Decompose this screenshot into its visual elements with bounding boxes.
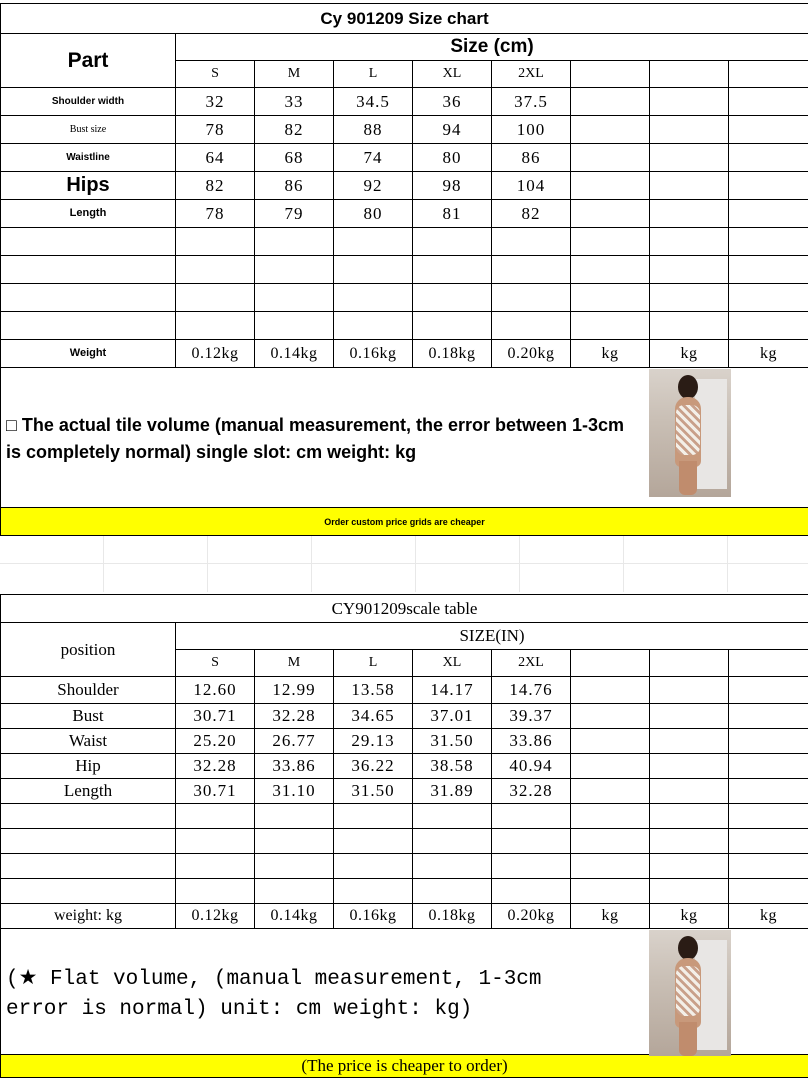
cell-value: 100: [492, 116, 571, 144]
size-2xl: 2XL: [492, 61, 571, 88]
cell-value: 82: [255, 116, 334, 144]
cell-value: 37.5: [492, 88, 571, 116]
empty-row: [1, 312, 808, 340]
cell-value: 32: [176, 88, 255, 116]
size-l: L: [334, 61, 413, 88]
size-m: M: [255, 650, 334, 677]
cell-value: 29.13: [334, 729, 413, 754]
cell-value: 33.86: [255, 754, 334, 779]
size-s: S: [176, 650, 255, 677]
table-row: [1, 704, 808, 729]
size-s: S: [176, 61, 255, 88]
row-label: Bust size: [1, 116, 176, 144]
measurement-note: [6, 965, 626, 1025]
empty-cell: [729, 61, 808, 88]
row-label: Bust: [1, 704, 176, 729]
weight-value: 0.14kg: [255, 340, 334, 368]
table-row: [1, 88, 808, 116]
empty-row: [1, 256, 808, 284]
order-banner: Order custom price grids are cheaper: [1, 508, 808, 536]
cell-value: 82: [492, 200, 571, 228]
row-label: Waist: [1, 729, 176, 754]
cell-value: 36.22: [334, 754, 413, 779]
cell-value: 31.50: [334, 779, 413, 804]
row-label: Shoulder: [1, 677, 176, 704]
product-photo: [649, 369, 731, 497]
weight-value: kg: [650, 340, 729, 368]
weight-value: 0.16kg: [334, 904, 413, 929]
cell-value: 78: [176, 116, 255, 144]
order-banner: (The price is cheaper to order): [1, 1055, 808, 1078]
product-photo: [649, 930, 731, 1056]
measurement-note: □ The actual tile volume (manual measurement, the error between 1-3cm is completely normal) single slot: cm weight: kg: [6, 415, 625, 462]
weight-value: kg: [650, 904, 729, 929]
cell-value: 30.71: [176, 704, 255, 729]
weight-value: kg: [571, 340, 650, 368]
table-row: [1, 729, 808, 754]
cell-value: 80: [413, 144, 492, 172]
chart-title: CY901209scale table: [1, 595, 808, 623]
cell-value: 25.20: [176, 729, 255, 754]
part-header: Part: [1, 34, 176, 88]
cell-value: 33.86: [492, 729, 571, 754]
cell-value: 31.10: [255, 779, 334, 804]
cell-value: 88: [334, 116, 413, 144]
cell-value: 32.28: [255, 704, 334, 729]
cell-value: 81: [413, 200, 492, 228]
cell-value: 92: [334, 172, 413, 200]
size-header: SIZE(IN): [176, 623, 808, 650]
weight-row: [1, 340, 808, 368]
cell-value: 98: [413, 172, 492, 200]
cell-value: 32.28: [492, 779, 571, 804]
cell-value: 12.60: [176, 677, 255, 704]
weight-value: kg: [729, 904, 808, 929]
cell-value: 14.76: [492, 677, 571, 704]
weight-value: 0.12kg: [176, 340, 255, 368]
cell-value: 74: [334, 144, 413, 172]
empty-row: [1, 879, 808, 904]
weight-value: 0.12kg: [176, 904, 255, 929]
cell-value: 30.71: [176, 779, 255, 804]
weight-value: 0.14kg: [255, 904, 334, 929]
size-xl: XL: [413, 650, 492, 677]
cell-value: 34.5: [334, 88, 413, 116]
empty-cell: [571, 61, 650, 88]
cell-value: 82: [176, 172, 255, 200]
cell-value: 31.50: [413, 729, 492, 754]
note-line: (★ Flat volume, (manual measurement, 1-3cm: [6, 968, 542, 991]
cell-value: 40.94: [492, 754, 571, 779]
size-xl: XL: [413, 61, 492, 88]
cell-value: 86: [255, 172, 334, 200]
size-m: M: [255, 61, 334, 88]
weight-value: 0.18kg: [413, 904, 492, 929]
cell-value: 64: [176, 144, 255, 172]
cell-value: 37.01: [413, 704, 492, 729]
cell-value: 14.17: [413, 677, 492, 704]
row-label: Waistline: [1, 144, 176, 172]
position-header: position: [1, 623, 176, 677]
cell-value: 80: [334, 200, 413, 228]
row-label: Hip: [1, 754, 176, 779]
weight-value: kg: [729, 340, 808, 368]
table-row: [1, 754, 808, 779]
row-label: Length: [1, 779, 176, 804]
cell-value: 94: [413, 116, 492, 144]
cell-value: 38.58: [413, 754, 492, 779]
weight-label: Weight: [1, 340, 176, 368]
cell-value: 39.37: [492, 704, 571, 729]
table-row: [1, 172, 808, 200]
cell-value: 104: [492, 172, 571, 200]
weight-value: 0.18kg: [413, 340, 492, 368]
cell-value: 34.65: [334, 704, 413, 729]
row-label: Length: [1, 200, 176, 228]
weight-value: 0.20kg: [492, 904, 571, 929]
cell-value: 79: [255, 200, 334, 228]
weight-value: kg: [571, 904, 650, 929]
weight-value: 0.20kg: [492, 340, 571, 368]
size-l: L: [334, 650, 413, 677]
cell-value: 86: [492, 144, 571, 172]
table-row: [1, 779, 808, 804]
empty-row: [1, 829, 808, 854]
empty-row: [1, 854, 808, 879]
table-row: [1, 677, 808, 704]
table-row: [1, 144, 808, 172]
cell-value: 78: [176, 200, 255, 228]
table-row: [1, 116, 808, 144]
cell-value: 36: [413, 88, 492, 116]
size-header: Size (cm): [176, 34, 808, 61]
size-2xl: 2XL: [492, 650, 571, 677]
cell-value: 33: [255, 88, 334, 116]
chart-title: Cy 901209 Size chart: [1, 4, 808, 34]
empty-row: [1, 804, 808, 829]
empty-cell: [650, 61, 729, 88]
row-label: Hips: [1, 172, 176, 200]
cell-value: 26.77: [255, 729, 334, 754]
cell-value: 32.28: [176, 754, 255, 779]
row-label: Shoulder width: [1, 88, 176, 116]
cell-value: 31.89: [413, 779, 492, 804]
cell-value: 68: [255, 144, 334, 172]
cell-value: 13.58: [334, 677, 413, 704]
weight-row: [1, 904, 808, 929]
note-line: error is normal) unit: cm weight: kg): [6, 998, 473, 1021]
weight-label: weight: kg: [1, 904, 176, 929]
empty-row: [1, 228, 808, 256]
table-row: [1, 200, 808, 228]
divider-grid: [0, 536, 808, 592]
weight-value: 0.16kg: [334, 340, 413, 368]
empty-row: [1, 284, 808, 312]
cell-value: 12.99: [255, 677, 334, 704]
